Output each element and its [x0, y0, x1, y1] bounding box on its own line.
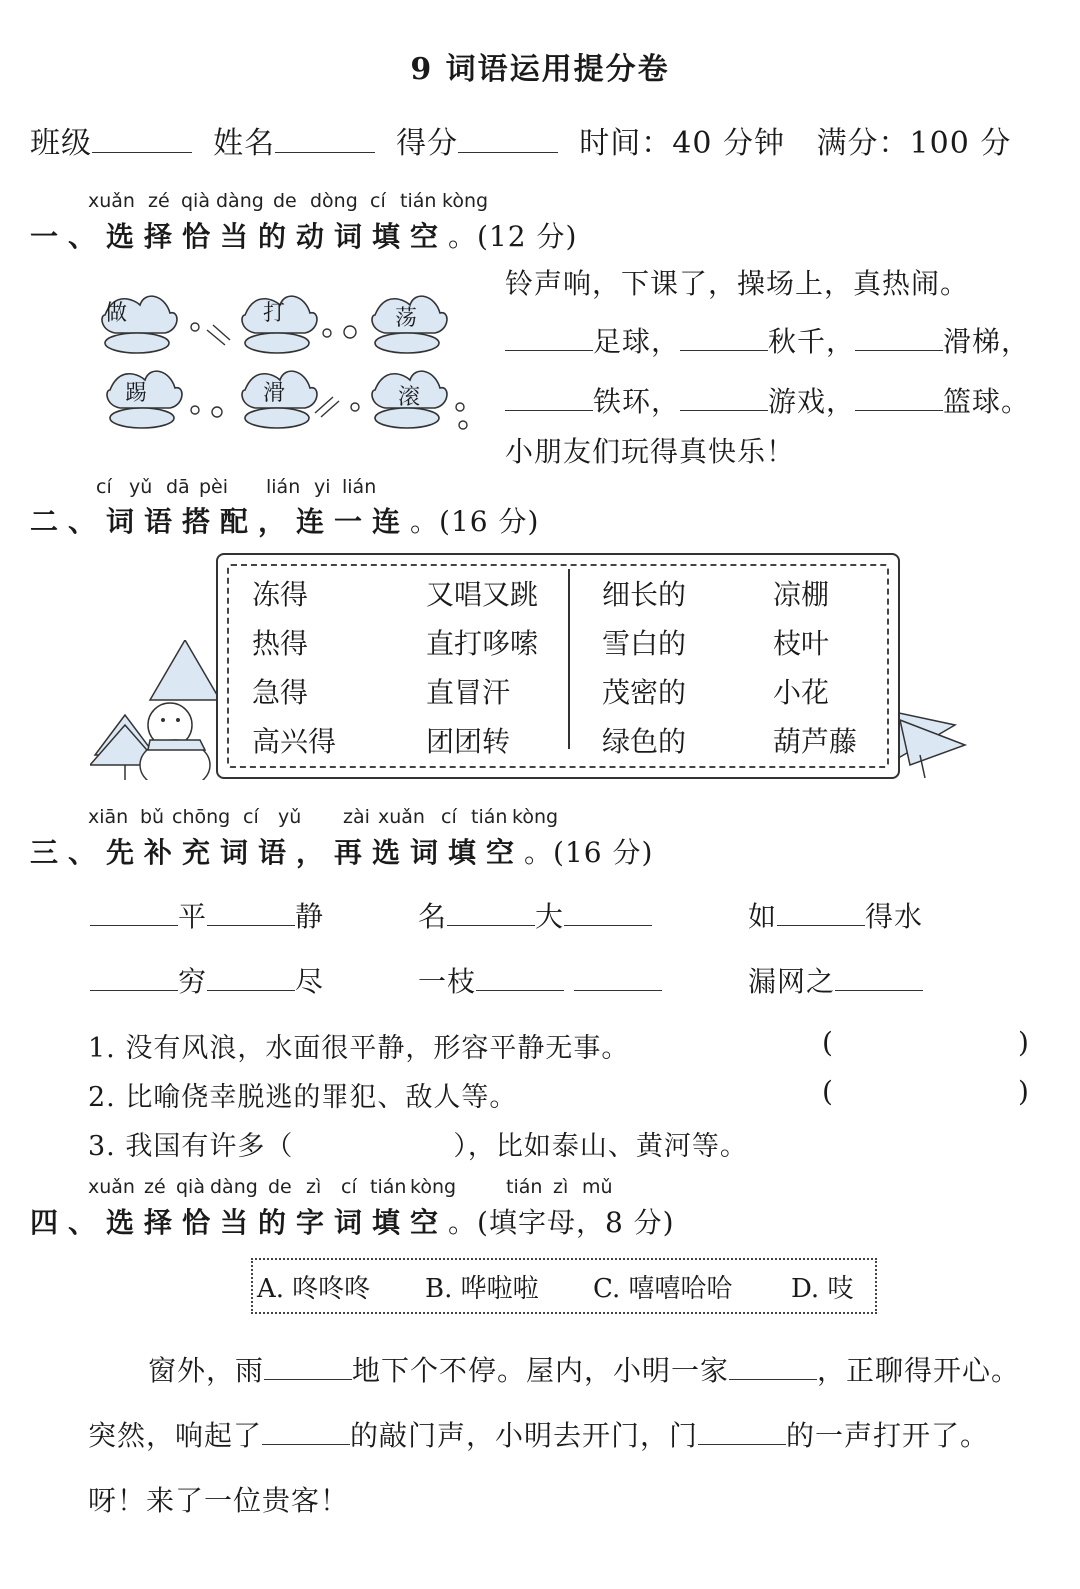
- s1-title: 一、选择恰当的动词填空。(12 分): [30, 220, 578, 253]
- match-word[interactable]: 又唱又跳: [426, 578, 539, 611]
- page-title: 9 词语运用提分卷: [410, 52, 670, 87]
- score-blank[interactable]: [458, 126, 558, 153]
- class-label: 班级: [30, 126, 92, 161]
- answer-paren-open: (: [822, 1075, 834, 1108]
- fill-blank[interactable]: [574, 966, 662, 991]
- paragraph-line-1: 窗外，雨 地下个不停。屋内，小明一家 ，正聊得开心。: [148, 1354, 1021, 1387]
- fill-blank[interactable]: [505, 326, 593, 351]
- match-word[interactable]: 绿色的: [602, 725, 687, 758]
- name-blank[interactable]: [275, 126, 375, 153]
- match-word[interactable]: 凉棚: [773, 578, 830, 611]
- match-word[interactable]: 团团转: [426, 725, 511, 758]
- match-word[interactable]: 茂密的: [602, 676, 687, 709]
- idiom-3: 如 得水: [748, 900, 924, 933]
- s4-title: 四、选择恰当的字词填空。(填字母，8 分): [30, 1206, 675, 1239]
- match-word[interactable]: 枝叶: [773, 627, 830, 660]
- idiom-4: 穷 尽: [90, 960, 324, 1000]
- option-d[interactable]: D. 吱: [791, 1274, 854, 1304]
- fill-blank[interactable]: [855, 386, 943, 411]
- word-match-divider: [568, 569, 570, 749]
- flower-char-5: 滑: [263, 381, 286, 406]
- answer-paren-close: ): [1018, 1075, 1030, 1108]
- fill-blank[interactable]: [262, 1420, 350, 1445]
- s3-title: 三、先补充词语，再选词填空。(16 分): [30, 836, 654, 869]
- option-b[interactable]: B. 哗啦啦: [425, 1274, 539, 1304]
- fill-blank[interactable]: [698, 1420, 786, 1445]
- paragraph-line-3: 呀！来了一位贵客！: [88, 1484, 350, 1517]
- match-word[interactable]: 直冒汗: [426, 676, 511, 709]
- fill-blank[interactable]: [476, 966, 564, 991]
- idiom-1: 平 静: [90, 895, 324, 935]
- paragraph-line-2: 突然，响起了 的敲门声，小明去开门，门 的一声打开了。: [88, 1419, 990, 1452]
- flower-char-1: 做: [105, 301, 128, 326]
- option-a[interactable]: A. 咚咚咚: [257, 1274, 371, 1304]
- options-box: [251, 1258, 877, 1314]
- question-1: 1. 没有风浪，水面很平静，形容平静无事。: [88, 1033, 630, 1064]
- match-word[interactable]: 热得: [252, 627, 309, 660]
- match-word[interactable]: 急得: [252, 676, 309, 709]
- fill-blank[interactable]: [264, 1355, 352, 1380]
- fill-blank[interactable]: [855, 326, 943, 351]
- match-word[interactable]: 直打哆嗦: [426, 627, 539, 660]
- idiom-2: 名 大: [418, 895, 652, 935]
- fill-blank[interactable]: [207, 966, 295, 991]
- s2-title: 二、词语搭配，连一连。(16 分): [30, 505, 540, 538]
- idiom-6: 漏网之: [748, 960, 923, 1000]
- name-label: 姓名: [213, 126, 276, 161]
- match-word[interactable]: 小花: [773, 676, 830, 709]
- fill-blank[interactable]: [564, 901, 652, 926]
- s1-row1: 足球， 秋千， 滑梯，: [505, 320, 1030, 360]
- score-label: 得分: [396, 126, 459, 161]
- flower-char-4: 踢: [125, 381, 148, 406]
- answer-paren-open: (: [822, 1026, 834, 1059]
- question-3: 3. 我国有许多（ ），比如泰山、黄河等。: [88, 1131, 748, 1162]
- flower-char-2: 打: [263, 301, 286, 326]
- fill-blank[interactable]: [447, 901, 535, 926]
- question-2: 2. 比喻侥幸脱逃的罪犯、敌人等。: [88, 1082, 518, 1113]
- class-blank[interactable]: [92, 126, 192, 153]
- fill-blank[interactable]: [90, 901, 178, 926]
- fill-blank[interactable]: [835, 966, 923, 991]
- fill-blank[interactable]: [729, 1355, 817, 1380]
- match-word[interactable]: 葫芦藤: [773, 725, 858, 758]
- match-word[interactable]: 冻得: [252, 578, 309, 611]
- s1-row2: 铁环， 游戏， 篮球。: [505, 380, 1030, 420]
- flower-char-6: 滚: [398, 385, 421, 410]
- fill-blank[interactable]: [207, 901, 295, 926]
- option-c[interactable]: C. 嘻嘻哈哈: [593, 1274, 733, 1304]
- word-match-box: [216, 553, 900, 779]
- fill-blank[interactable]: [505, 386, 593, 411]
- s1-line4: 小朋友们玩得真快乐！: [505, 435, 796, 468]
- match-word[interactable]: 雪白的: [602, 627, 687, 660]
- header-info: [30, 118, 1011, 162]
- time-info: 时间：40 分钟: [579, 126, 785, 161]
- flower-char-3: 荡: [395, 306, 418, 331]
- idiom-5: 一枝: [418, 960, 662, 1000]
- fill-blank[interactable]: [777, 901, 865, 926]
- match-word[interactable]: 高兴得: [252, 725, 337, 758]
- match-word[interactable]: 细长的: [602, 578, 687, 611]
- fill-blank[interactable]: [680, 326, 768, 351]
- answer-paren-close: ): [1018, 1026, 1030, 1059]
- fill-blank[interactable]: [90, 966, 178, 991]
- s1-line1: 铃声响，下课了，操场上，真热闹。: [505, 267, 970, 300]
- full-score: 满分：100 分: [816, 126, 1012, 161]
- fill-blank[interactable]: [680, 386, 768, 411]
